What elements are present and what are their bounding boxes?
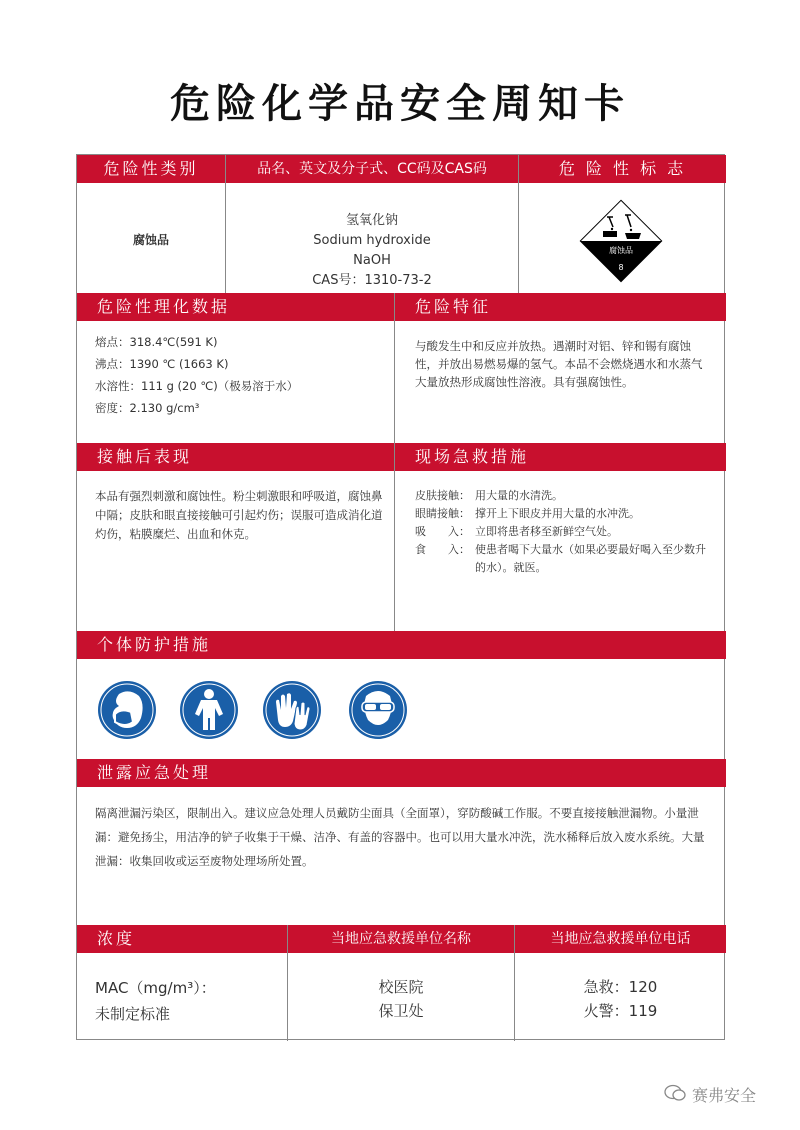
- header-hazard-category: 危险性类别: [77, 155, 225, 183]
- physchem-list: [95, 331, 385, 419]
- header-exposure: 接触后表现: [77, 443, 394, 471]
- header-rescue-unit: 当地应急救援单位名称: [288, 925, 514, 953]
- spill-text: 隔离泄漏污染区，限制出入。建议应急处理人员戴防尘面具（全面罩），穿防酸碱工作服。不要直接接触泄漏物。小量泄漏：避免扬尘，用洁净的铲子收集于干燥、洁净、有盖的容器中。也可以用大量水冲洗，洗水稀释后放入废水系统。大量泄漏：收集回收或运至废物处理场所处置。: [95, 806, 705, 868]
- protective-suit-icon: [179, 680, 239, 740]
- substance-cas: CAS号：1310-73-2: [312, 273, 432, 288]
- header-name-formula: 品名、英文及分子式、CC码及CAS码: [226, 155, 518, 183]
- safety-card: [76, 154, 725, 1040]
- first-aid-ingestion: 食 入： 使患者喝下大量水（如果必要最好喝入至少数升的水）。就医。: [415, 543, 706, 574]
- rescue-phone-list: [515, 975, 726, 1023]
- hazard-category-value: 腐蚀品: [132, 233, 169, 247]
- rescue-unit-clinic: 校医院: [378, 978, 424, 996]
- hazard-features-text: 与酸发生中和反应并放热。遇潮时对铝、锌和锡有腐蚀性，并放出易燃易爆的氢气。本品不会燃烧遇水和水蒸气大量放热形成腐蚀性溶液。具有强腐蚀性。: [415, 339, 703, 389]
- header-hazard-features: 危险特征: [395, 293, 726, 321]
- watermark: [664, 1083, 756, 1106]
- melting-point: 熔点：318.4℃(591 K): [95, 335, 218, 349]
- concentration-standard: 未制定标准: [95, 1005, 171, 1023]
- rescue-unit-list: [288, 975, 514, 1023]
- gloves-icon: [262, 680, 322, 740]
- first-aid-skin: 皮肤接触： 用大量的水清洗。: [415, 489, 563, 502]
- watermark-text: 赛弗安全: [692, 1086, 757, 1105]
- rescue-phone-fire: 火警：119: [583, 1002, 658, 1020]
- water-solubility: 水溶性：111 g (20 ℃)（极易溶于水）: [95, 379, 299, 393]
- header-concentration: 浓度: [77, 925, 287, 953]
- hazard-class-number: 8: [618, 263, 624, 272]
- first-aid-list: [415, 487, 713, 577]
- concentration-mac: MAC（mg/m³）：: [95, 979, 216, 997]
- first-aid-inhalation: 吸 入： 立即将患者移至新鲜空气处。: [415, 525, 618, 538]
- header-rescue-phone: 当地应急救援单位电话: [515, 925, 726, 953]
- substance-formula: NaOH: [353, 253, 391, 268]
- page-title: 危险化学品安全周知卡: [170, 81, 630, 127]
- wechat-icon: [664, 1084, 686, 1106]
- corrosive-diamond-icon: [579, 199, 663, 283]
- boiling-point: 沸点：1390 ℃ (1663 K): [95, 357, 229, 371]
- substance-en-name: Sodium hydroxide: [313, 233, 431, 248]
- header-first-aid: 现场急救措施: [395, 443, 726, 471]
- density: 密度：2.130 g/cm³: [95, 401, 200, 415]
- header-hazard-sign: 危 险 性 标 志: [519, 155, 726, 183]
- header-spill: 泄露应急处理: [77, 759, 726, 787]
- rescue-phone-ambulance: 急救：120: [583, 978, 658, 996]
- goggles-icon: [348, 680, 408, 740]
- substance-cn-name: 氢氧化钠: [345, 213, 398, 228]
- dust-mask-icon: [97, 680, 157, 740]
- header-ppe: 个体防护措施: [77, 631, 726, 659]
- first-aid-eyes: 眼睛接触： 撑开上下眼皮并用大量的水冲洗。: [415, 507, 640, 520]
- substance-info: [226, 211, 518, 291]
- header-physchem: 危险性理化数据: [77, 293, 394, 321]
- exposure-text: 本品有强烈刺激和腐蚀性。粉尘刺激眼和呼吸道，腐蚀鼻中隔；皮肤和眼直接接触可引起灼伤；误服可造成消化道灼伤，粘膜糜烂、出血和休克。: [95, 489, 383, 541]
- hazard-symbol-label: 腐蚀品: [609, 246, 633, 255]
- rescue-unit-security: 保卫处: [378, 1002, 424, 1020]
- concentration-value: [95, 975, 285, 1027]
